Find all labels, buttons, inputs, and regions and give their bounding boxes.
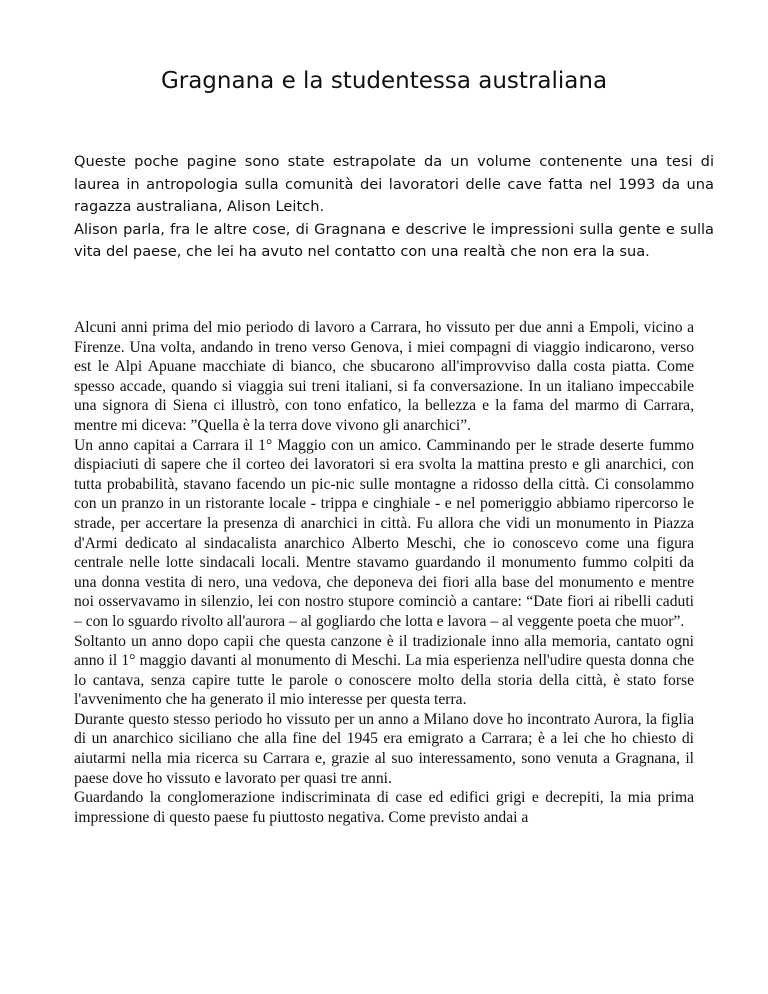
document-title: Gragnana e la studentessa australiana — [160, 68, 608, 94]
body-paragraph: Soltanto un anno dopo capii che questa canzone è il tradizionale inno alla memoria, cantato ogni anno il 1° maggio davanti al monumento di Meschi. La mia esperienza nell'udire questa donna che lo cantava, senza capire tutte le parole o conoscere molto della storia della città, è stato forse l'avvenimento che ha generato il mio interesse per questa terra. — [74, 632, 694, 709]
body-text — [74, 318, 694, 827]
intro-block — [74, 151, 714, 264]
body-paragraph: Durante questo stesso periodo ho vissuto per un anno a Milano dove ho incontrato Aurora, la figlia di un anarchico siciliano che alla fine del 1945 era emigrato a Carrara; è a lei che ho chiesto di aiutarmi nella mia ricerca su Carrara e, grazie al suo interessamento, sono venuta a Gragnana, il paese dove ho vissuto e lavorato per quasi tre anni. — [74, 710, 694, 787]
body-paragraph: Un anno capitai a Carrara il 1° Maggio con un amico. Camminando per le strade deserte fummo dispiaciuti di sapere che il corteo dei lavoratori si era svolta la mattina presto e gli anarchici, con tutta probabilità, stavano facendo un pic-nic sulle montagne a ridosso della città. Ci consolammo con un pranzo in un ristorante locale - trippa e cinghiale - e nel pomeriggio abbiamo ripercorso le strade, per accertare la presenza di anarchici in città. Fu allora che vidi un monumento in Piazza d'Armi dedicato al sindacalista anarchico Alberto Meschi, che io conoscevo come una figura centrale nelle lotte sindacali locali. Mentre stavamo guardando il monumento fummo colpiti da una donna vestita di nero, una vedova, che deponeva dei fiori alla base del monumento e mentre noi osservavamo in silenzio, lei con nostro stupore cominciò a cantare: “Date fiori ai ribelli caduti – con lo sguardo rivolto all'aurora – al gogliardo che lotta e lavora – al veggente poeta che muor”. — [74, 436, 694, 630]
intro-paragraph: Alison parla, fra le altre cose, di Gragnana e descrive le impressioni sulla gente e sulla vita del paese, che lei ha avuto nel contatto con una realtà che non era la sua. — [74, 220, 714, 260]
body-paragraph: Alcuni anni prima del mio periodo di lavoro a Carrara, ho vissuto per due anni a Empoli, vicino a Firenze. Una volta, andando in treno verso Genova, i miei compagni di viaggio indicarono, verso est le Alpi Apuane macchiate di bianco, che sbucarono all'improvviso dalla costa piatta. Come spesso accade, quando si viaggia sui treni italiani, si fa conversazione. In un italiano impeccabile una signora di Siena ci illustrò, con tono enfatico, la bellezza e la fama del marmo di Carrara, mentre mi diceva: ”Quella è la terra dove vivono gli anarchici”. — [74, 319, 694, 434]
intro-paragraph: Queste poche pagine sono state estrapolate da un volume contenente una tesi di laurea in antropologia sulla comunità dei lavoratori delle cave fatta nel 1993 da una ragazza australiana, Alison Leitch. — [74, 153, 714, 215]
body-paragraph: Guardando la conglomerazione indiscriminata di case ed edifici grigi e decrepiti, la mia prima impressione di questo paese fu piuttosto negativa. Come previsto andai a — [74, 789, 694, 826]
